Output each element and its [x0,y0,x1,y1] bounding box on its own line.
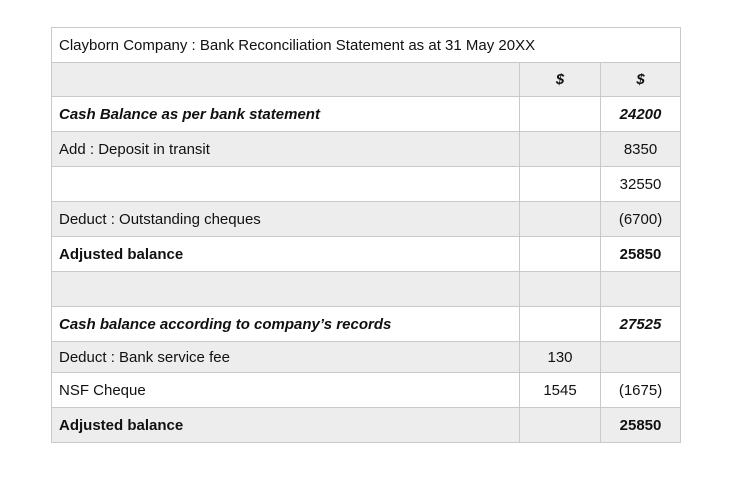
row-col-a [520,132,601,167]
row-col-b: 8350 [601,132,681,167]
header-col-a: $ [520,63,601,97]
table-row [52,132,681,167]
table-row [52,373,681,408]
row-col-a: 1545 [520,373,601,408]
row-label [52,167,520,202]
header-row [52,63,681,97]
row-col-a [520,202,601,237]
row-label: Deduct : Outstanding cheques [52,202,520,237]
table-row [52,167,681,202]
row-col-b: 32550 [601,167,681,202]
row-label: Adjusted balance [52,408,520,443]
table-row [52,272,681,307]
title-row [52,28,681,63]
row-label: NSF Cheque [52,373,520,408]
table-row [52,237,681,272]
table-row [52,97,681,132]
reconciliation-table [51,27,681,443]
row-col-b [601,272,681,307]
row-col-b: 24200 [601,97,681,132]
row-col-a [520,408,601,443]
row-col-b: 25850 [601,408,681,443]
table-row [52,202,681,237]
row-label: Cash Balance as per bank statement [52,97,520,132]
row-col-a [520,237,601,272]
row-label: Cash balance according to company’s records [52,307,520,342]
row-col-b: 27525 [601,307,681,342]
row-col-a [520,167,601,202]
header-col-b: $ [601,63,681,97]
row-col-b [601,342,681,373]
row-col-b: 25850 [601,237,681,272]
row-label: Adjusted balance [52,237,520,272]
row-col-a [520,307,601,342]
row-col-a [520,97,601,132]
header-description [52,63,520,97]
row-col-a: 130 [520,342,601,373]
row-col-a [520,272,601,307]
row-col-b: (6700) [601,202,681,237]
row-label [52,272,520,307]
row-label: Add : Deposit in transit [52,132,520,167]
table-title: Clayborn Company : Bank Reconciliation Statement as at 31 May 20XX [52,28,681,63]
table-row [52,408,681,443]
table-row [52,307,681,342]
row-label: Deduct : Bank service fee [52,342,520,373]
table-row [52,342,681,373]
row-col-b: (1675) [601,373,681,408]
